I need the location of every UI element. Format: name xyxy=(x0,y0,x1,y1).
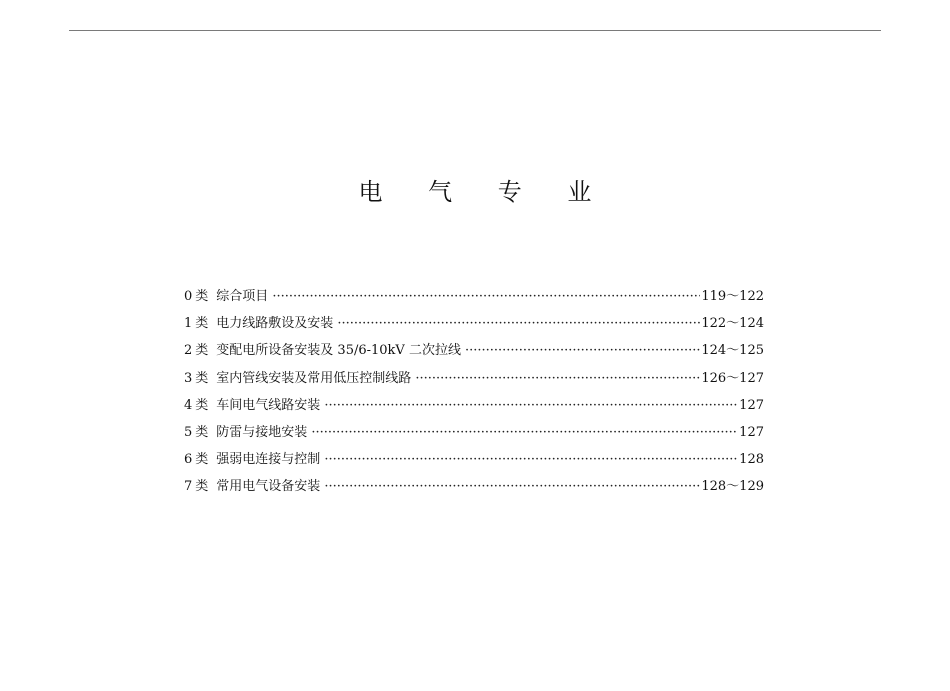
toc-entry-number: 2 xyxy=(184,343,193,359)
toc-entry-category: 类 xyxy=(195,370,209,386)
toc-entry xyxy=(184,392,764,419)
toc-entry xyxy=(184,365,764,392)
toc-dot-leader xyxy=(324,473,700,500)
toc-entry-title: 室内管线安装及常用低压控制线路 xyxy=(216,370,412,386)
toc-dot-leader xyxy=(324,446,738,473)
toc-entry xyxy=(184,419,764,446)
toc-entry-category: 类 xyxy=(195,343,209,359)
toc-entry-number: 6 xyxy=(184,452,193,468)
toc-dot-leader xyxy=(311,419,738,446)
toc-dot-leader xyxy=(337,310,700,337)
toc-entry-category: 类 xyxy=(195,289,209,304)
toc-entry-number: 1 xyxy=(184,316,193,332)
toc-entry-pages: 119～122 xyxy=(701,289,764,304)
toc-entry-pages: 126～127 xyxy=(701,370,764,386)
page-title: 电 气 专 业 xyxy=(358,178,611,206)
toc-entry-pages: 124～125 xyxy=(701,343,764,359)
toc-entry xyxy=(184,310,764,337)
toc-entry xyxy=(184,283,764,310)
toc-entry xyxy=(184,473,764,500)
toc-entry-number: 5 xyxy=(184,424,193,440)
toc-entry-pages: 127 xyxy=(739,424,764,440)
toc-entry-category: 类 xyxy=(195,479,209,495)
toc-entry-number: 3 xyxy=(184,370,193,386)
toc-dot-leader xyxy=(465,337,700,364)
toc-entry-pages: 127 xyxy=(739,397,764,413)
toc-entry-category: 类 xyxy=(195,452,209,468)
toc-entry-title: 防雷与接地安装 xyxy=(216,424,308,440)
toc-entry-category: 类 xyxy=(195,397,209,413)
toc-entry-title: 车间电气线路安装 xyxy=(216,397,321,413)
toc-entry-title: 变配电所设备安装及 35/6-10kV 二次拉线 xyxy=(216,343,461,359)
table-of-contents xyxy=(184,283,764,501)
toc-entry-category: 类 xyxy=(195,424,209,440)
toc-entry-pages: 128～129 xyxy=(701,479,764,495)
toc-entry-title: 常用电气设备安装 xyxy=(216,479,321,495)
toc-entry xyxy=(184,337,764,364)
toc-dot-leader xyxy=(415,365,700,392)
toc-dot-leader xyxy=(324,392,738,419)
toc-entry xyxy=(184,446,764,473)
toc-dot-leader xyxy=(272,283,700,310)
toc-entry-title: 综合项目 xyxy=(216,289,269,304)
header-rule xyxy=(69,30,881,31)
toc-entry-number: 7 xyxy=(184,479,193,495)
toc-entry-number: 0 xyxy=(184,289,193,304)
toc-entry-pages: 122～124 xyxy=(701,316,764,332)
toc-entry-number: 4 xyxy=(184,397,193,413)
toc-entry-title: 强弱电连接与控制 xyxy=(216,452,321,468)
toc-entry-title: 电力线路敷设及安装 xyxy=(216,316,334,332)
toc-entry-category: 类 xyxy=(195,316,209,332)
toc-entry-pages: 128 xyxy=(739,452,764,468)
